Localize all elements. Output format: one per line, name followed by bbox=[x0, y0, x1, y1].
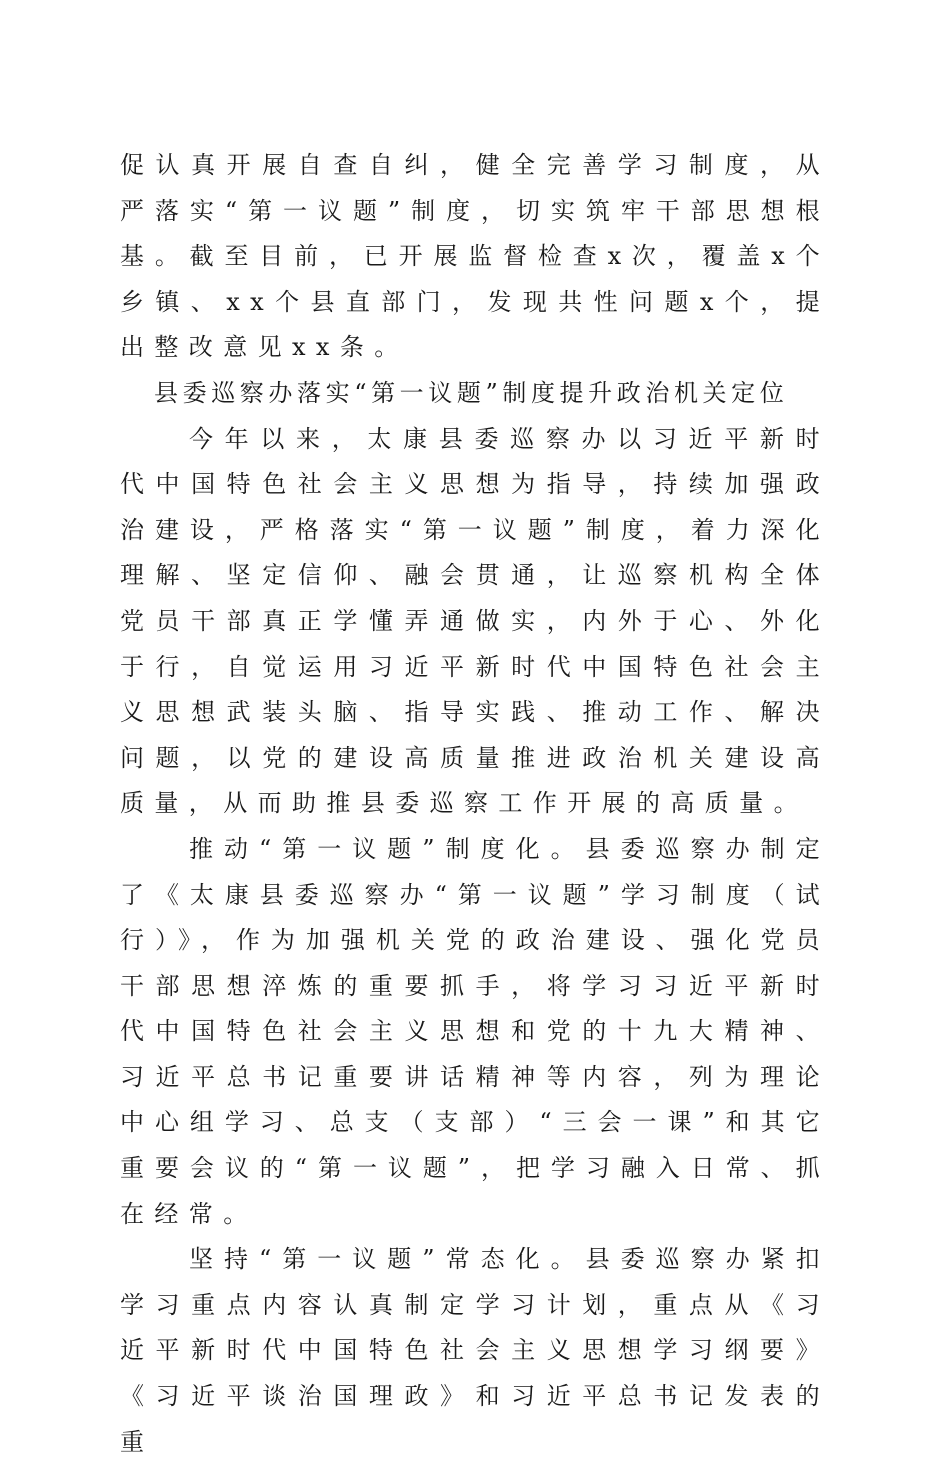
paragraph-intro: 今年以来，太康县委巡察办以习近平新时代中国特色社会主义思想为指导，持续加强政治建设，严格落实“第一议题”制度，着力深化理解、坚定信仰、融会贯通，让巡察机构全体党员干部真正学懂弄通做实，内外于心、外化于行，自觉运用习近平新时代中国特色社会主义思想武装头脑、指导实践、推动工作、解决问题，以党的建设高质量推进政治机关建设高质量，从而助推县委巡察工作开展的高质量。 bbox=[120, 424, 830, 818]
section-heading: 县委巡察办落实“第一议题”制度提升政治机关定位 bbox=[154, 378, 789, 407]
paragraph-continuation: 促认真开展自查自纠，健全完善学习制度，从严落实“第一议题”制度，切实筑牢干部思想根基。截至目前，已开展监督检查x次，覆盖x个乡镇、xx个县直部门，发现共性问题x个，提出整改意见xx条。 bbox=[120, 151, 830, 362]
document-page bbox=[120, 143, 830, 1465]
paragraph-institutionalize: 推动“第一议题”制度化。县委巡察办制定了《太康县委巡察办“第一议题”学习制度（试行）》，作为加强机关党的政治建设、强化党员干部思想淬炼的重要抓手，将学习习近平新时代中国特色社会主义思想和党的十九大精神、习近平总书记重要讲话精神等内容，列为理论中心组学习、总支（支部）“三会一课”和其它重要会议的“第一议题”，把学习融入日常、抓在经常。 bbox=[120, 834, 830, 1228]
paragraph-normalize: 坚持“第一议题”常态化。县委巡察办紧扣学习重点内容认真制定学习计划，重点从《习近平新时代中国特色社会主义思想学习纲要》《习近平谈治国理政》和习近平总书记发表的重 bbox=[120, 1245, 830, 1456]
